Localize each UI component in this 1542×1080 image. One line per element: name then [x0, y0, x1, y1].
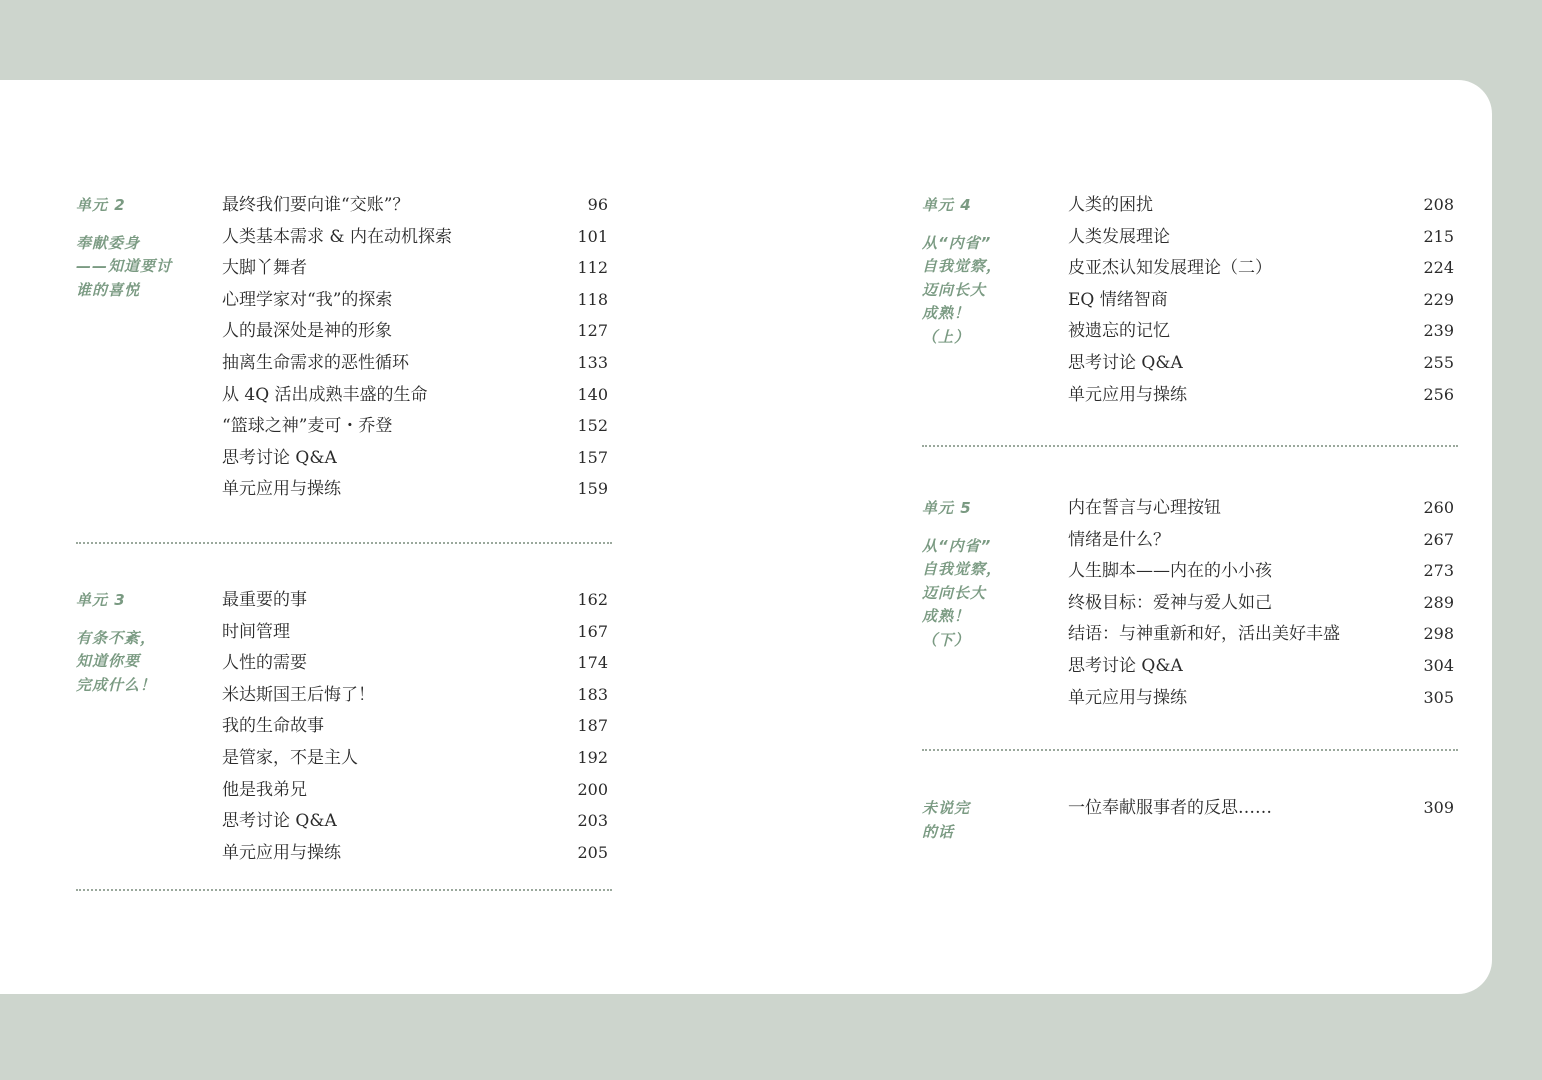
toc-entry[interactable] — [222, 842, 612, 874]
entry-title: 最终我们要向谁“交账”？ — [222, 195, 410, 215]
unit-title — [76, 232, 206, 303]
toc-entry[interactable] — [222, 779, 612, 811]
toc-entry[interactable] — [1068, 320, 1458, 352]
unit-title-line: 的话 — [922, 822, 955, 841]
unit-number: 单元 2 — [76, 196, 126, 214]
toc-entry[interactable] — [1068, 384, 1458, 416]
toc-entry-list — [222, 589, 612, 873]
entry-title: 皮亚杰认知发展理论（二） — [1068, 258, 1272, 279]
entry-title: 结语：与神重新和好，活出美好丰盛 — [1068, 624, 1340, 645]
toc-entry[interactable] — [1068, 623, 1458, 655]
entry-title: 被遗忘的记忆 — [1068, 321, 1170, 342]
book-page — [0, 80, 1492, 994]
entry-page: 152 — [577, 416, 608, 436]
toc-entry[interactable] — [222, 810, 612, 842]
unit-title-line: 奉献委身 — [76, 233, 141, 252]
entry-page: 183 — [577, 684, 608, 704]
entry-title: 思考讨论 Q&A — [1068, 352, 1183, 373]
toc-entry[interactable] — [1068, 352, 1458, 384]
toc-entry[interactable] — [222, 352, 612, 384]
section-divider — [76, 542, 612, 544]
entry-title: 情绪是什么？ — [1068, 529, 1170, 550]
entry-title: 人类基本需求 & 内在动机探索 — [222, 226, 452, 247]
toc-entry[interactable] — [222, 415, 612, 447]
unit-title — [922, 232, 1052, 350]
toc-entry[interactable] — [222, 194, 612, 226]
toc-entry[interactable] — [222, 384, 612, 416]
unit-title-line: （上） — [922, 327, 971, 346]
unit-number: 单元 4 — [922, 196, 972, 214]
entry-page: 289 — [1423, 592, 1454, 612]
toc-entry[interactable] — [222, 320, 612, 352]
section-divider — [922, 445, 1458, 447]
toc-entry[interactable] — [1068, 592, 1458, 624]
section-divider — [76, 889, 612, 891]
toc-entry[interactable] — [222, 589, 612, 621]
toc-entry[interactable] — [1068, 497, 1458, 529]
entry-title: 大脚丫舞者 — [222, 258, 307, 279]
unit-title-line: ——知道要讨 — [76, 257, 173, 275]
entry-title: 人生脚本——内在的小小孩 — [1068, 561, 1272, 582]
toc-entry[interactable] — [1068, 797, 1458, 829]
entry-page: 101 — [577, 226, 608, 246]
entry-title: 单元应用与操练 — [222, 479, 341, 500]
entry-title: 思考讨论 Q&A — [222, 811, 337, 832]
unit-4-heading — [922, 194, 1052, 349]
toc-entry[interactable] — [222, 747, 612, 779]
unit-2-heading — [76, 194, 206, 302]
toc-entry[interactable] — [1068, 257, 1458, 289]
unit-title — [76, 627, 206, 698]
entry-title: 思考讨论 Q&A — [222, 447, 337, 468]
entry-page: 304 — [1423, 655, 1454, 675]
entry-title: 最重要的事 — [222, 590, 307, 610]
entry-page: 267 — [1423, 529, 1454, 549]
entry-title: 人性的需要 — [222, 653, 307, 674]
toc-entry[interactable] — [1068, 560, 1458, 592]
entry-page: 192 — [577, 747, 608, 767]
toc-entry[interactable] — [222, 447, 612, 479]
toc-entry[interactable] — [222, 226, 612, 258]
toc-entry[interactable] — [222, 652, 612, 684]
entry-page: 200 — [577, 779, 608, 799]
unit-title-line: 从“内省” — [922, 233, 992, 252]
entry-page: 273 — [1423, 561, 1454, 581]
entry-title: 终极目标：爱神与爱人如己 — [1068, 592, 1272, 613]
entry-title: 思考讨论 Q&A — [1068, 655, 1183, 676]
unit-title-line: 未说完 — [922, 799, 971, 817]
entry-title: 米达斯国王后悔了！ — [222, 684, 375, 705]
entry-title: 时间管理 — [222, 621, 290, 642]
toc-entry[interactable] — [1068, 289, 1458, 321]
entry-title: 人类发展理论 — [1068, 226, 1170, 247]
entry-page: 208 — [1423, 195, 1454, 214]
entry-title: EQ 情绪智商 — [1068, 289, 1168, 310]
unit-title-line: 迈向长大 — [922, 583, 987, 602]
entry-title: 他是我弟兄 — [222, 779, 307, 800]
entry-title: 内在誓言与心理按钮 — [1068, 498, 1221, 518]
unit-title-line: 知道你要 — [76, 652, 141, 670]
entry-title: 单元应用与操练 — [222, 842, 341, 863]
unit-5-heading — [922, 497, 1052, 652]
entry-page: 127 — [577, 321, 608, 341]
entry-page: 174 — [577, 653, 608, 673]
unit-3-heading — [76, 589, 206, 697]
entry-title: 心理学家对“我”的探索 — [222, 289, 393, 310]
epilogue-heading — [922, 797, 1052, 844]
toc-entry[interactable] — [222, 684, 612, 716]
unit-title-line: （下） — [922, 630, 971, 649]
entry-page: 159 — [577, 479, 608, 499]
entry-title: 一位奉献服事者的反思…… — [1068, 798, 1272, 818]
entry-title: 单元应用与操练 — [1068, 687, 1187, 708]
unit-title — [922, 535, 1052, 653]
toc-entry[interactable] — [1068, 226, 1458, 258]
entry-page: 187 — [577, 716, 608, 736]
entry-title: 人的最深处是神的形象 — [222, 321, 392, 342]
unit-number: 单元 3 — [76, 591, 126, 609]
toc-entry-list — [1068, 194, 1458, 415]
toc-entry[interactable] — [222, 621, 612, 653]
toc-entry[interactable] — [222, 257, 612, 289]
entry-page: 157 — [577, 447, 608, 467]
entry-page: 309 — [1423, 798, 1454, 817]
toc-entry[interactable] — [1068, 655, 1458, 687]
unit-title-line: 有条不紊， — [76, 628, 157, 647]
unit-title-line: 谁的喜悦 — [76, 280, 141, 299]
toc-entry-list — [1068, 797, 1458, 829]
entry-page: 224 — [1423, 258, 1454, 278]
unit-title-line: 完成什么！ — [76, 675, 157, 694]
entry-page: 305 — [1423, 687, 1454, 707]
toc-entry-list — [222, 194, 612, 510]
toc-entry[interactable] — [222, 289, 612, 321]
unit-title-line: 成熟！ — [922, 607, 971, 625]
entry-page: 255 — [1423, 352, 1454, 372]
toc-entry-list — [1068, 497, 1458, 718]
entry-page: 205 — [577, 842, 608, 862]
entry-page: 96 — [587, 195, 608, 214]
entry-title: “篮球之神”麦可・乔登 — [222, 416, 393, 437]
unit-title-line: 自我觉察， — [922, 560, 1003, 578]
entry-page: 229 — [1423, 289, 1454, 309]
unit-number: 单元 5 — [922, 499, 972, 517]
entry-page: 239 — [1423, 321, 1454, 341]
entry-page: 167 — [577, 621, 608, 641]
unit-title — [922, 797, 1052, 844]
entry-page: 140 — [577, 384, 608, 404]
entry-page: 118 — [577, 289, 608, 309]
toc-entry[interactable] — [1068, 529, 1458, 561]
toc-entry[interactable] — [1068, 687, 1458, 719]
entry-page: 298 — [1423, 624, 1454, 644]
entry-page: 256 — [1423, 384, 1454, 404]
toc-entry[interactable] — [222, 715, 612, 747]
entry-page: 260 — [1423, 498, 1454, 517]
section-divider — [922, 749, 1458, 751]
entry-title: 单元应用与操练 — [1068, 384, 1187, 405]
entry-title: 从 4Q 活出成熟丰盛的生命 — [222, 384, 428, 405]
entry-title: 我的生命故事 — [222, 716, 324, 737]
entry-title: 人类的困扰 — [1068, 195, 1153, 215]
entry-title: 抽离生命需求的恶性循环 — [222, 352, 409, 373]
unit-title-line: 从“内省” — [922, 536, 992, 555]
entry-page: 112 — [577, 258, 608, 278]
entry-page: 215 — [1423, 226, 1454, 246]
entry-page: 162 — [577, 590, 608, 609]
entry-title: 是管家，不是主人 — [222, 747, 358, 768]
toc-entry[interactable] — [1068, 194, 1458, 226]
entry-page: 203 — [577, 811, 608, 831]
entry-page: 133 — [577, 352, 608, 372]
unit-title-line: 自我觉察， — [922, 257, 1003, 275]
toc-entry[interactable] — [222, 478, 612, 510]
unit-title-line: 迈向长大 — [922, 280, 987, 299]
unit-title-line: 成熟！ — [922, 304, 971, 322]
